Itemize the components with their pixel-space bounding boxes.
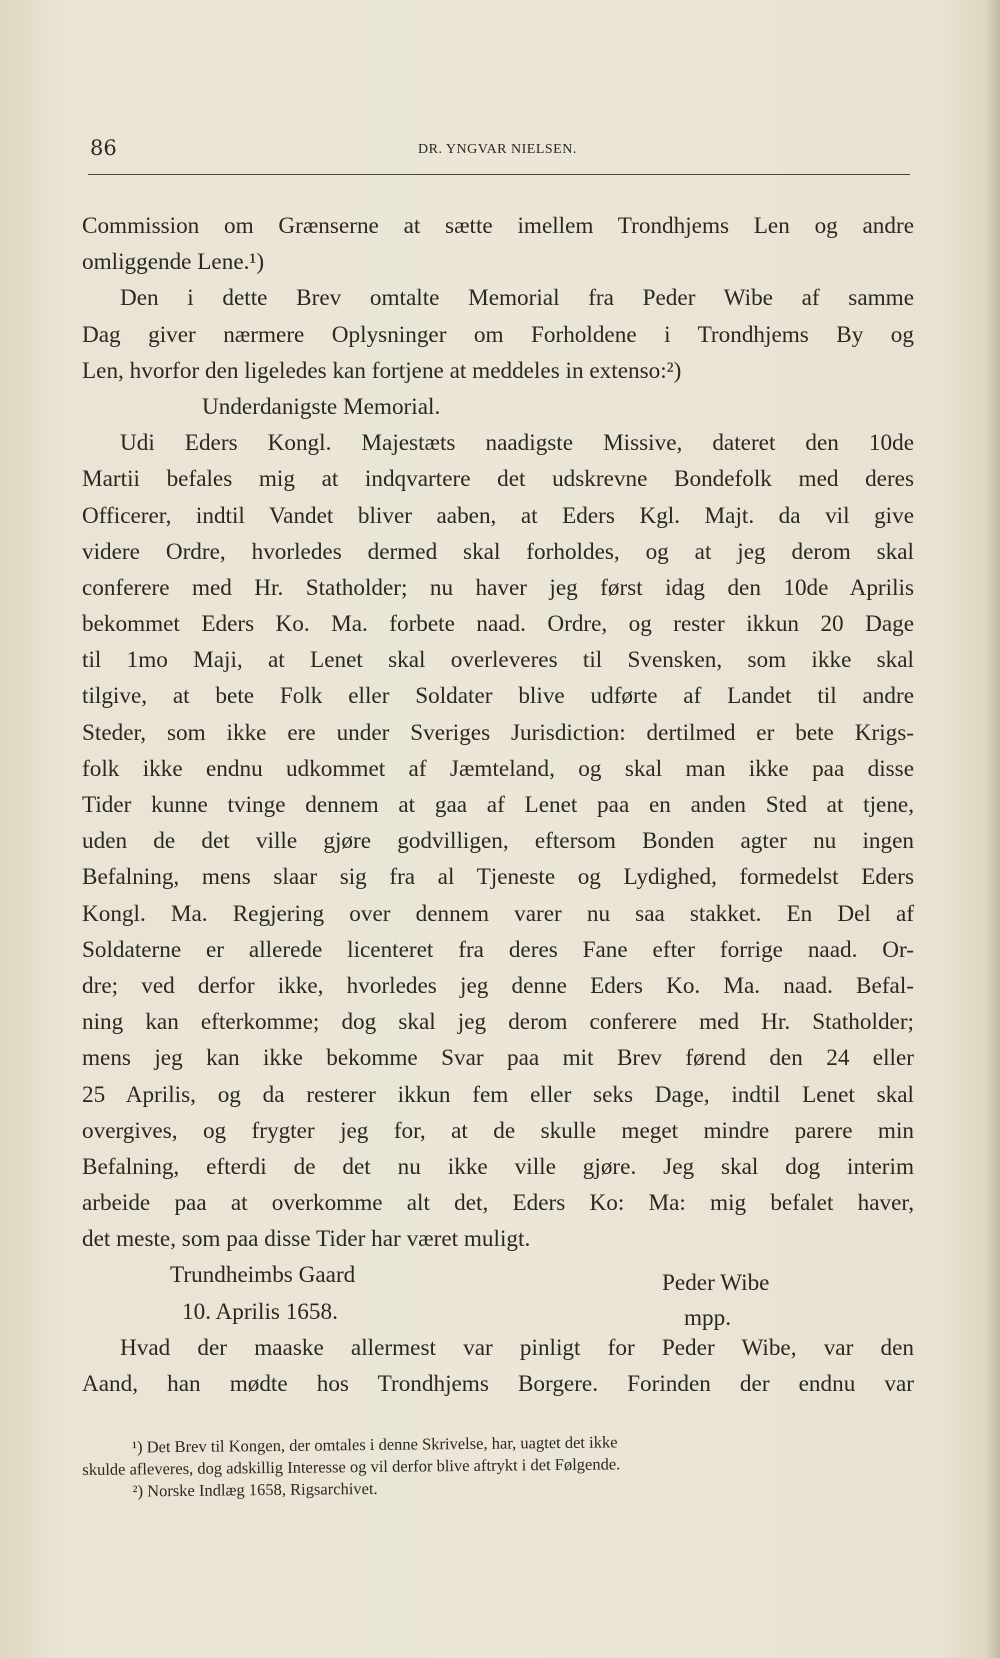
text-line: overgives, og frygter jeg for, at de skulle meget mindre parere min xyxy=(82,1117,914,1144)
header-rule xyxy=(88,174,910,175)
footnote-line: ¹) Det Brev til Kongen, der omtales i denne Skrivelse, har, uagtet det ikke xyxy=(132,1432,618,1457)
text-line: Dag giver nærmere Oplysninger om Forholdene i Trondhjems By og xyxy=(82,321,914,348)
text-line: Udi Eders Kongl. Majestæts naadigste Missive, dateret den 10de xyxy=(120,430,914,457)
page-number: 86 xyxy=(90,136,117,160)
text-line: 25 Aprilis, og da resterer ikkun fem eller seks Dage, indtil Lenet skal xyxy=(82,1081,914,1108)
signature-mark: mpp. xyxy=(684,1304,732,1331)
signature-place: Trundheimbs Gaard xyxy=(170,1262,356,1289)
text-line: Den i dette Brev omtalte Memorial fra Peder Wibe af samme xyxy=(120,285,914,312)
text-line: conferere med Hr. Statholder; nu haver jeg først idag den 10de Aprilis xyxy=(82,574,914,601)
text-line: til 1mo Maji, at Lenet skal overleveres til Svensken, som ikke skal xyxy=(82,647,914,674)
text-line: Underdanigste Memorial. xyxy=(202,393,441,420)
text-line: Aand, han mødte hos Trondhjems Borgere. Forinden der endnu var xyxy=(82,1371,914,1397)
text-line: Befalning, mens slaar sig fra al Tjeneste og Lydighed, formedelst Eders xyxy=(82,864,914,891)
text-line: Tider kunne tvinge dennem at gaa af Lenet paa en anden Sted at tjene, xyxy=(82,792,914,818)
text-line: folk ikke endnu udkommet af Jæmteland, og skal man ikke paa disse xyxy=(82,755,914,782)
text-line: arbeide paa at overkomme alt det, Eders Ko: Ma: mig befalet haver, xyxy=(82,1190,914,1217)
text-line: Officerer, indtil Vandet bliver aaben, at Eders Kgl. Majt. da vil give xyxy=(82,502,914,529)
text-line: bekommet Eders Ko. Ma. forbete naad. Ordre, og rester ikkun 20 Dage xyxy=(82,611,914,638)
body-lines xyxy=(82,208,914,1257)
page-header xyxy=(88,134,910,174)
page-edge-shadow xyxy=(986,0,1000,1658)
text-line: Len, hvorfor den ligeledes kan fortjene at meddeles in extenso:²) xyxy=(82,357,682,384)
text-line: mens jeg kan ikke bekomme Svar paa mit Brev førend den 24 eller xyxy=(82,1045,914,1072)
text-line: ning kan efterkomme; dog skal jeg derom conferere med Hr. Statholder; xyxy=(82,1009,914,1036)
footnote-line: ²) Norske Indlæg 1658, Rigsarchivet. xyxy=(132,1478,378,1501)
footnotes xyxy=(82,1428,915,1503)
text-line: Martii befales mig at indqvartere det udskrevne Bondefolk med deres xyxy=(82,466,914,493)
text-line: Commission om Grænserne at sætte imellem Trondhjems Len og andre xyxy=(82,213,914,239)
text-line: Steder, som ikke ere under Sveriges Jurisdiction: dertilmed er bete Krigs- xyxy=(82,719,914,746)
text-line: tilgive, at bete Folk eller Soldater blive udførte af Landet til andre xyxy=(82,683,914,710)
body-text xyxy=(82,208,914,1402)
text-line: videre Ordre, hvorledes dermed skal forholdes, og at jeg derom skal xyxy=(82,538,914,565)
signature-name: Peder Wibe xyxy=(662,1270,770,1297)
text-line: Kongl. Ma. Regjering over dennem varer nu saa stakket. En Del af xyxy=(82,900,914,927)
text-line: omliggende Lene.¹) xyxy=(82,249,265,276)
signature-line-1 xyxy=(82,1257,914,1297)
text-line: Befalning, efterdi de det nu ikke ville gjøre. Jeg skal dog interim xyxy=(82,1153,914,1180)
footnote-line: skulde afleveres, dog adskillig Interesse og vil derfor blive aftrykt i det Følgende. xyxy=(82,1454,621,1479)
text-line: dre; ved derfor ikke, hvorledes jeg denne Eders Ko. Ma. naad. Befal- xyxy=(82,972,914,999)
signature-date: 10. Aprilis 1658. xyxy=(182,1298,338,1325)
text-line: Soldaterne er allerede licenteret fra deres Fane efter forrige naad. Or- xyxy=(82,936,914,963)
closing-lines xyxy=(82,1330,914,1402)
signature-line-2 xyxy=(82,1294,914,1330)
text-line: Hvad der maaske allermest var pinligt for Peder Wibe, var den xyxy=(120,1334,914,1361)
text-line: det meste, som paa disse Tider har været muligt. xyxy=(82,1226,531,1253)
text-line: uden de det ville gjøre godvilligen, eftersom Bonden agter nu ingen xyxy=(82,828,914,855)
running-title: DR. YNGVAR NIELSEN. xyxy=(418,142,577,157)
